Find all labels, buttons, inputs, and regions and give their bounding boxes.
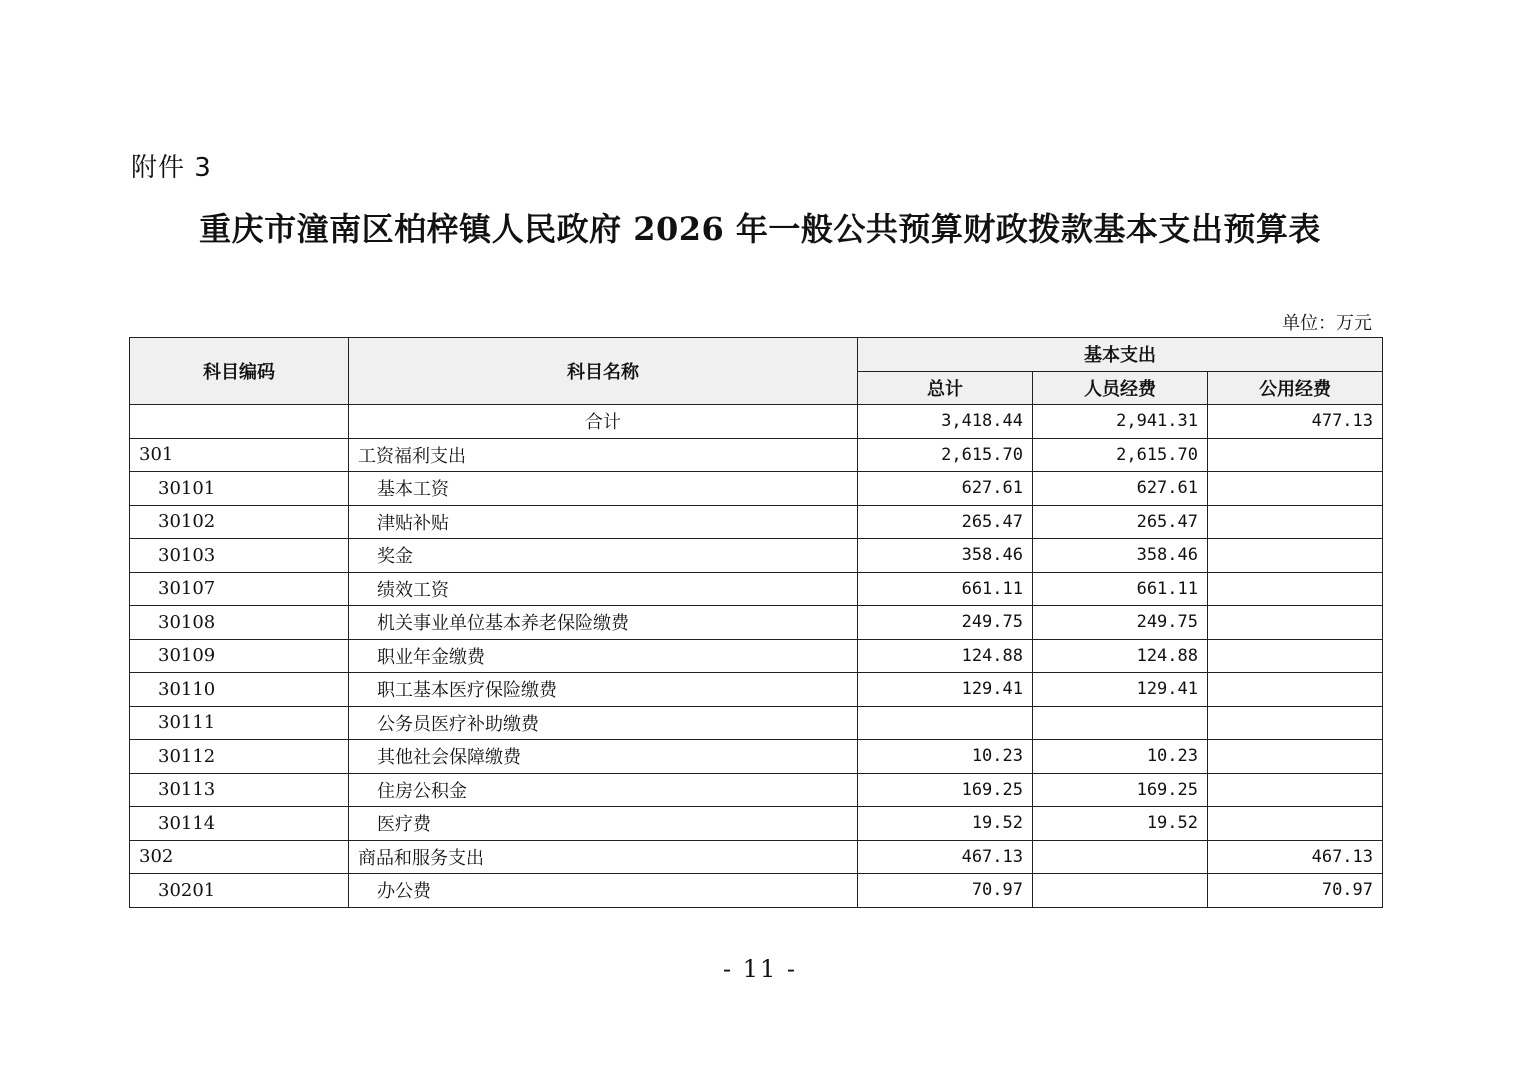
header-code: 科目编码 bbox=[130, 338, 349, 405]
row-public bbox=[1208, 639, 1383, 673]
row-public bbox=[1208, 673, 1383, 707]
row-name: 医疗费 bbox=[349, 807, 858, 841]
table-row bbox=[130, 572, 1383, 606]
row-code: 30102 bbox=[130, 505, 349, 539]
row-name: 公务员医疗补助缴费 bbox=[349, 706, 858, 740]
header-name: 科目名称 bbox=[349, 338, 858, 405]
row-personnel: 19.52 bbox=[1033, 807, 1208, 841]
total-row-personnel: 2,941.31 bbox=[1033, 405, 1208, 439]
row-total: 2,615.70 bbox=[858, 438, 1033, 472]
row-total: 10.23 bbox=[858, 740, 1033, 774]
row-code: 30113 bbox=[130, 773, 349, 807]
row-public bbox=[1208, 773, 1383, 807]
table-row bbox=[130, 673, 1383, 707]
row-name: 办公费 bbox=[349, 874, 858, 908]
page-number: - 11 - bbox=[722, 955, 797, 983]
row-total: 467.13 bbox=[858, 840, 1033, 874]
row-public: 467.13 bbox=[1208, 840, 1383, 874]
row-personnel: 627.61 bbox=[1033, 472, 1208, 506]
row-total: 19.52 bbox=[858, 807, 1033, 841]
row-personnel: 661.11 bbox=[1033, 572, 1208, 606]
attachment-label: 附件 3 bbox=[131, 153, 212, 183]
table-row bbox=[130, 740, 1383, 774]
row-code: 30109 bbox=[130, 639, 349, 673]
row-total bbox=[858, 706, 1033, 740]
row-total: 70.97 bbox=[858, 874, 1033, 908]
row-public: 70.97 bbox=[1208, 874, 1383, 908]
row-total: 358.46 bbox=[858, 539, 1033, 573]
row-total: 627.61 bbox=[858, 472, 1033, 506]
table-row bbox=[130, 472, 1383, 506]
row-name: 机关事业单位基本养老保险缴费 bbox=[349, 606, 858, 640]
table-header bbox=[130, 338, 1383, 405]
row-code: 30108 bbox=[130, 606, 349, 640]
row-code: 302 bbox=[130, 840, 349, 874]
row-name: 商品和服务支出 bbox=[349, 840, 858, 874]
table-row bbox=[130, 773, 1383, 807]
row-public bbox=[1208, 572, 1383, 606]
row-code: 30112 bbox=[130, 740, 349, 774]
row-total: 129.41 bbox=[858, 673, 1033, 707]
row-code: 30103 bbox=[130, 539, 349, 573]
row-public bbox=[1208, 606, 1383, 640]
header-basic-expenditure: 基本支出 bbox=[858, 338, 1383, 372]
total-row-total: 3,418.44 bbox=[858, 405, 1033, 439]
budget-table bbox=[129, 337, 1383, 908]
table-row bbox=[130, 639, 1383, 673]
table-row bbox=[130, 539, 1383, 573]
row-total: 124.88 bbox=[858, 639, 1033, 673]
row-personnel: 2,615.70 bbox=[1033, 438, 1208, 472]
table-row bbox=[130, 874, 1383, 908]
row-personnel: 265.47 bbox=[1033, 505, 1208, 539]
table-row bbox=[130, 706, 1383, 740]
row-code: 30111 bbox=[130, 706, 349, 740]
row-name: 职工基本医疗保险缴费 bbox=[349, 673, 858, 707]
row-personnel: 169.25 bbox=[1033, 773, 1208, 807]
unit-label: 单位：万元 bbox=[1282, 313, 1372, 334]
table-row bbox=[130, 438, 1383, 472]
row-total: 661.11 bbox=[858, 572, 1033, 606]
row-personnel: 124.88 bbox=[1033, 639, 1208, 673]
row-name: 住房公积金 bbox=[349, 773, 858, 807]
total-row bbox=[130, 405, 1383, 439]
row-personnel: 10.23 bbox=[1033, 740, 1208, 774]
row-code: 30114 bbox=[130, 807, 349, 841]
row-personnel bbox=[1033, 874, 1208, 908]
row-public bbox=[1208, 706, 1383, 740]
row-personnel bbox=[1033, 706, 1208, 740]
page-title: 重庆市潼南区柏梓镇人民政府 2026 年一般公共预算财政拨款基本支出预算表 bbox=[199, 210, 1321, 248]
table-row bbox=[130, 505, 1383, 539]
table-body bbox=[130, 405, 1383, 908]
row-name: 基本工资 bbox=[349, 472, 858, 506]
table-row bbox=[130, 606, 1383, 640]
row-public bbox=[1208, 438, 1383, 472]
row-personnel: 249.75 bbox=[1033, 606, 1208, 640]
row-public bbox=[1208, 740, 1383, 774]
row-personnel: 358.46 bbox=[1033, 539, 1208, 573]
row-personnel bbox=[1033, 840, 1208, 874]
header-public: 公用经费 bbox=[1208, 371, 1383, 405]
row-public bbox=[1208, 472, 1383, 506]
row-total: 249.75 bbox=[858, 606, 1033, 640]
row-total: 169.25 bbox=[858, 773, 1033, 807]
total-row-public: 477.13 bbox=[1208, 405, 1383, 439]
table-row bbox=[130, 840, 1383, 874]
header-personnel: 人员经费 bbox=[1033, 371, 1208, 405]
row-code: 30107 bbox=[130, 572, 349, 606]
header-total: 总计 bbox=[858, 371, 1033, 405]
row-public bbox=[1208, 505, 1383, 539]
row-name: 工资福利支出 bbox=[349, 438, 858, 472]
row-name: 职业年金缴费 bbox=[349, 639, 858, 673]
row-code: 30110 bbox=[130, 673, 349, 707]
total-row-code bbox=[130, 405, 349, 439]
row-personnel: 129.41 bbox=[1033, 673, 1208, 707]
row-name: 其他社会保障缴费 bbox=[349, 740, 858, 774]
row-name: 奖金 bbox=[349, 539, 858, 573]
row-code: 30101 bbox=[130, 472, 349, 506]
row-public bbox=[1208, 539, 1383, 573]
row-name: 津贴补贴 bbox=[349, 505, 858, 539]
total-row-name: 合计 bbox=[349, 405, 858, 439]
row-name: 绩效工资 bbox=[349, 572, 858, 606]
row-code: 301 bbox=[130, 438, 349, 472]
row-total: 265.47 bbox=[858, 505, 1033, 539]
table-row bbox=[130, 807, 1383, 841]
row-public bbox=[1208, 807, 1383, 841]
row-code: 30201 bbox=[130, 874, 349, 908]
